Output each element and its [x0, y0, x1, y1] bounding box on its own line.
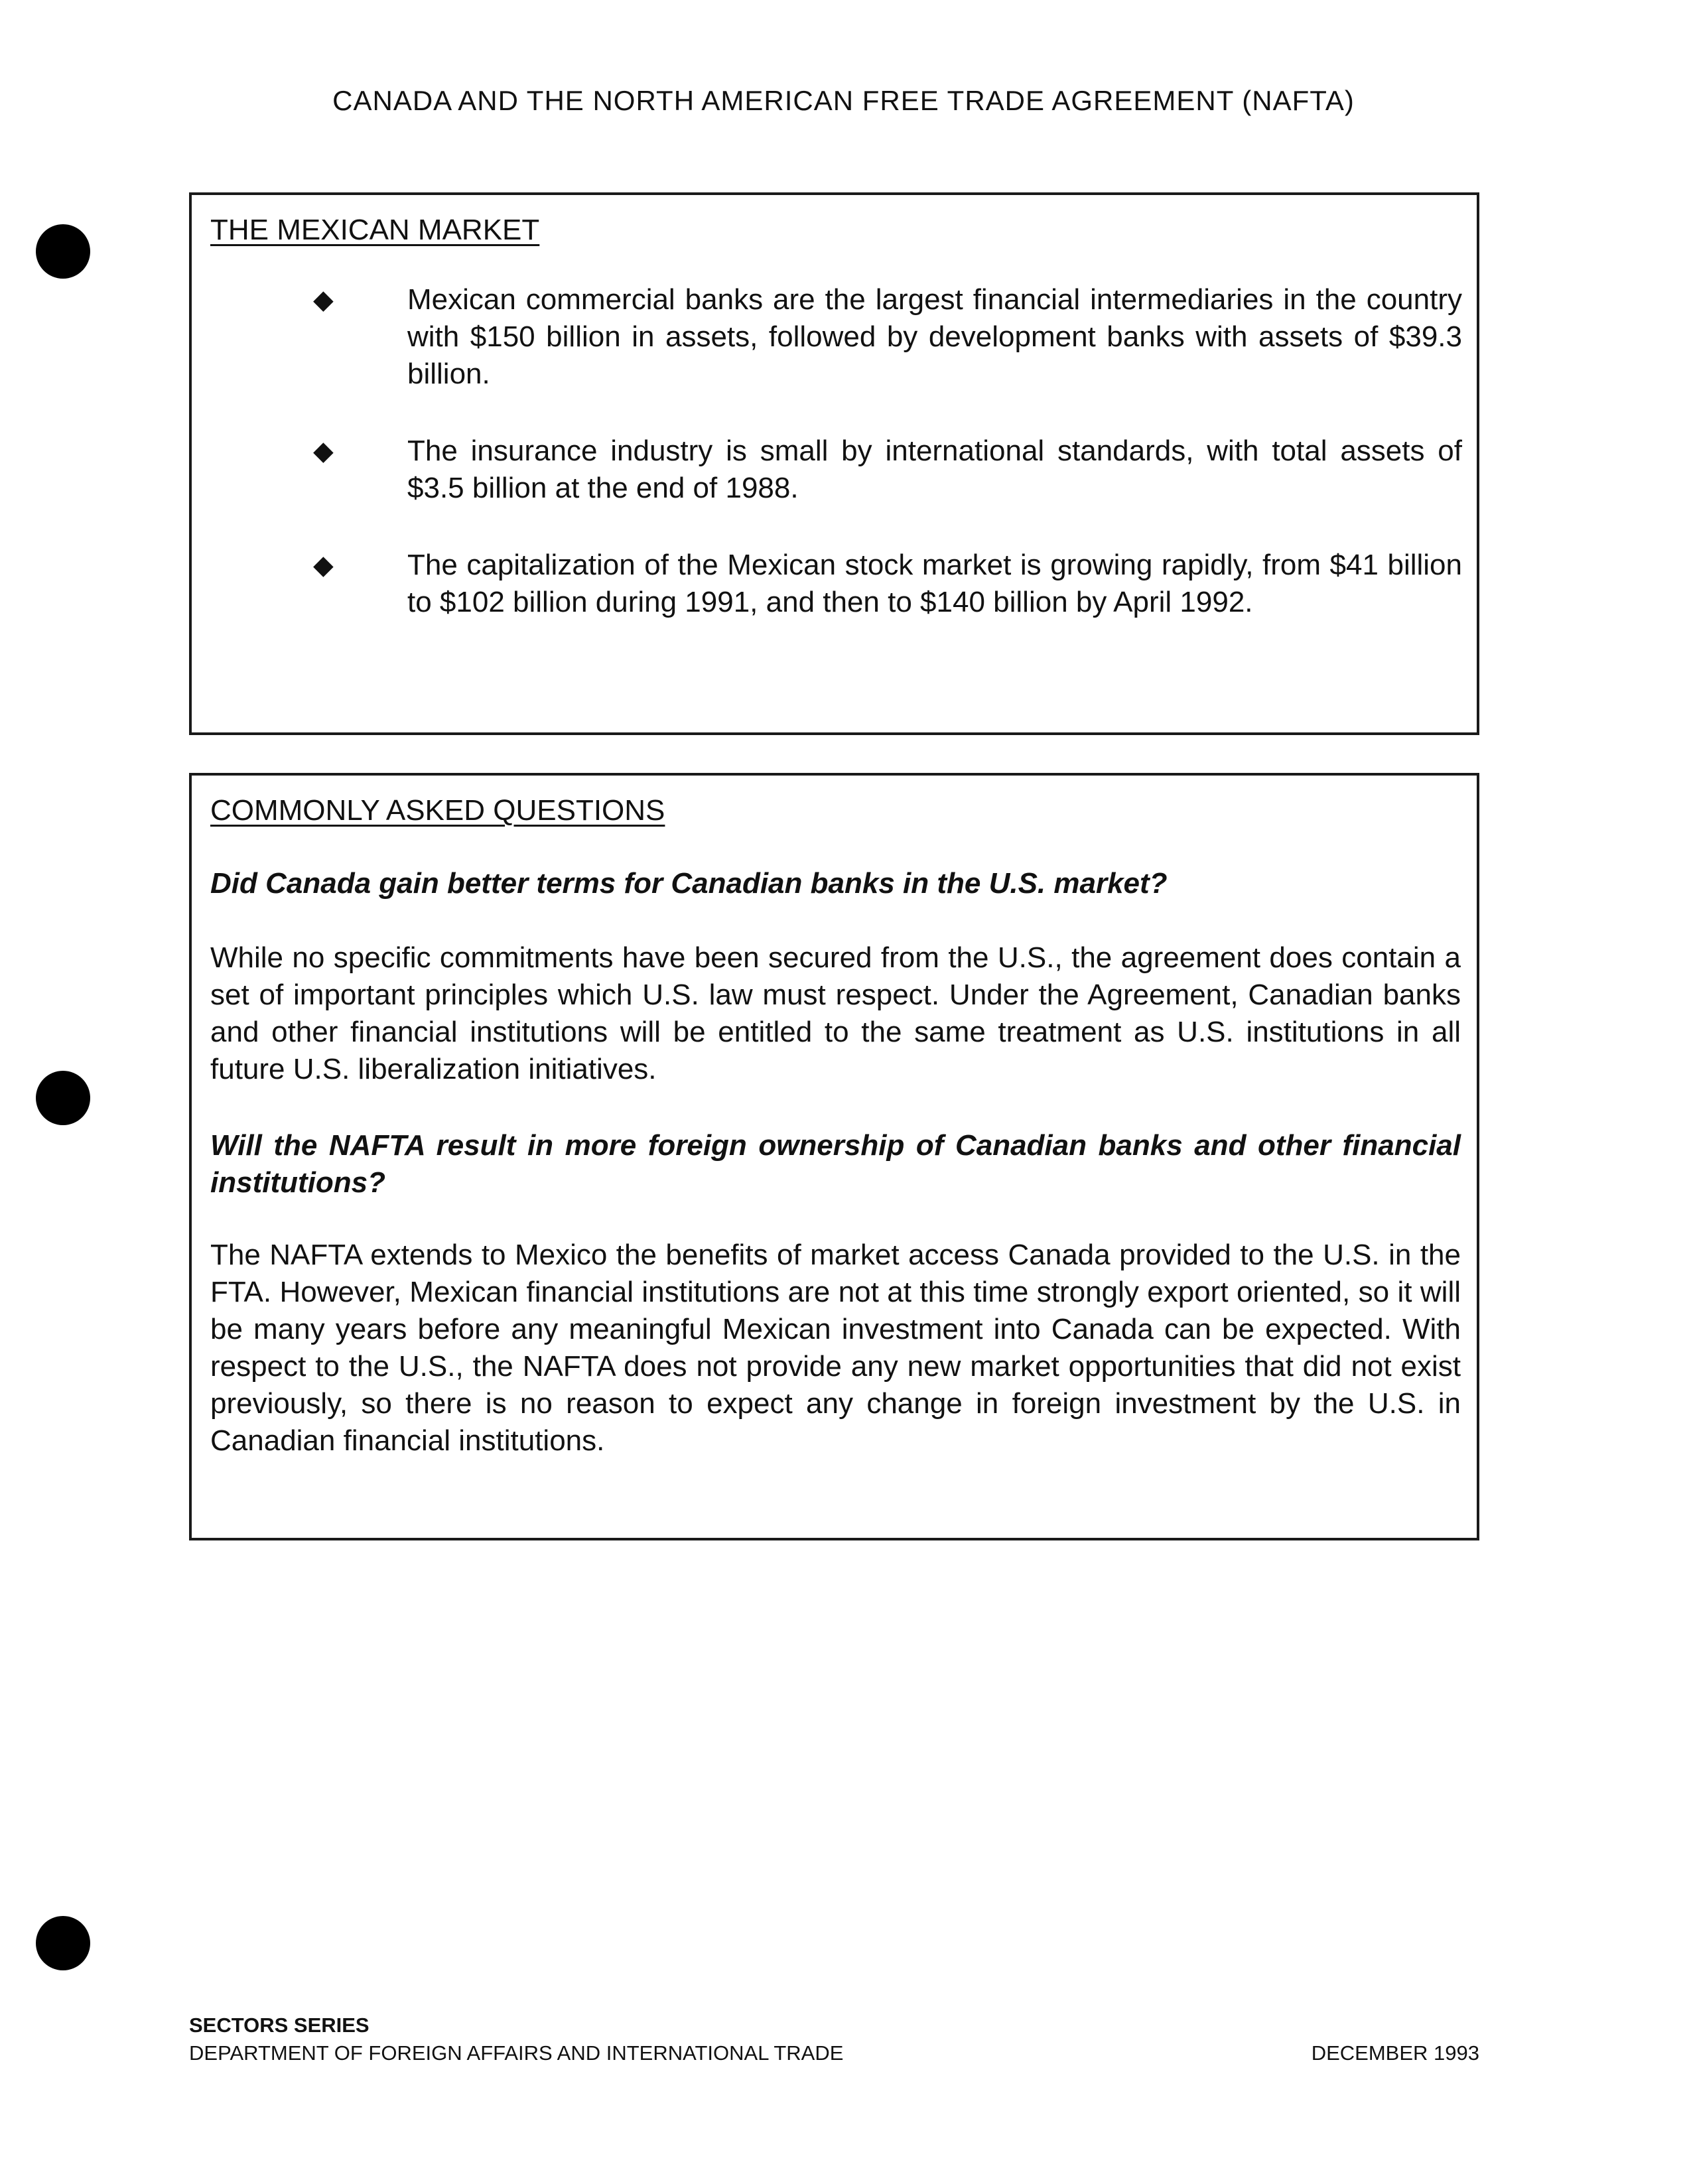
market-bullet-text: The insurance industry is small by international standards, with total assets of $3.5 billion at the end of 1988.: [407, 435, 1462, 504]
faq-answer: The NAFTA extends to Mexico the benefits of market access Canada provided to the U.S. in the FTA. However, Mexican financial institutions are not at this time strongly export oriented, so it will be many years before any meaningful Mexican investment into Canada can be expected. With respect to the U.S., the NAFTA does not provide any new market opportunities that did not exist previously, so there is no reason to expect any change in foreign investment by the U.S. in Canadian financial institutions.: [210, 1239, 1461, 1457]
binder-hole-middle: [36, 1071, 90, 1125]
footer-left: [189, 2012, 843, 2067]
diamond-icon: ◆: [313, 285, 334, 314]
diamond-icon: ◆: [313, 437, 334, 466]
binder-hole-bottom: [36, 1916, 90, 1970]
faq-answer: While no specific commitments have been secured from the U.S., the agreement does contain a set of important principles which U.S. law must respect. Under the Agreement, Canadian banks and other financial institutions will be entitled to the same treatment as U.S. institutions in all future U.S. liberalization initiatives.: [210, 941, 1461, 1085]
mexican-market-heading: THE MEXICAN MARKET: [210, 214, 540, 246]
page-title: CANADA AND THE NORTH AMERICAN FREE TRADE AGREEMENT (NAFTA): [332, 85, 1355, 116]
footer-department: DEPARTMENT OF FOREIGN AFFAIRS AND INTERNATIONAL TRADE: [189, 2041, 844, 2065]
footer-date: DECEMBER 1993: [1311, 2041, 1479, 2065]
faq-question: Did Canada gain better terms for Canadian banks in the U.S. market?: [210, 867, 1168, 900]
market-bullet-text: The capitalization of the Mexican stock market is growing rapidly, from $41 billion to $102 billion during 1991, and then to $140 billion by April 1992.: [407, 549, 1462, 618]
faq-heading: COMMONLY ASKED QUESTIONS: [210, 794, 665, 827]
diamond-icon: ◆: [313, 551, 334, 580]
faq-box: [189, 773, 1479, 1540]
footer-series: SECTORS SERIES: [189, 2013, 370, 2037]
faq-question: Will the NAFTA result in more foreign ownership of Canadian banks and other financial institutions?: [210, 1129, 1461, 1199]
binder-hole-top: [36, 224, 90, 279]
market-bullet-text: Mexican commercial banks are the largest financial intermediaries in the country with $150 billion in assets, followed by development banks with assets of $39.3 billion.: [407, 283, 1462, 390]
mexican-market-box: [189, 192, 1479, 735]
